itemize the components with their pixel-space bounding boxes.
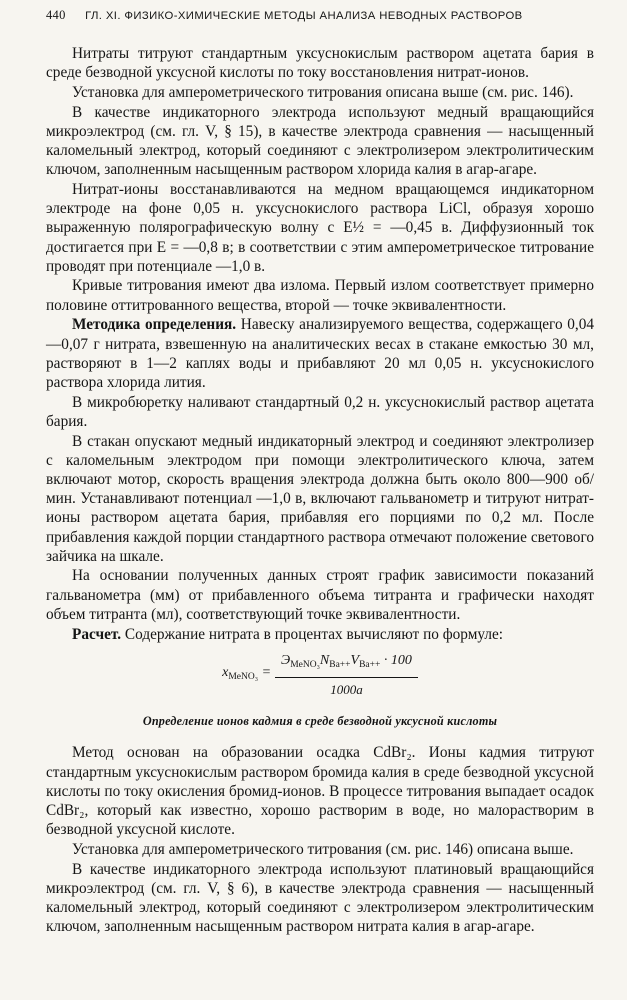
method-text: Навеску анализируемого вещества, содержащего 0,04—0,07 г нитрата, взвешенную на аналитических весах в стакане емкостью 30 мл, растворяют в 1—2 каплях воды и прибавляют 20 мл 0,05 н. уксуснокислого раствора хлорида лития. (46, 316, 594, 391)
paragraph: Нитраты титруют стандартным уксуснокислым раствором ацетата бария в среде безводной уксусной кислоты по току восстановления нитрат-ионов. (46, 45, 594, 82)
num-n: N (319, 652, 330, 668)
calc-paragraph (46, 625, 594, 644)
num-v-sub: Ba++ (359, 659, 381, 670)
formula-equals: = (261, 664, 272, 680)
body-text (46, 44, 594, 936)
num-e: Э (281, 652, 291, 668)
paragraph: В качестве индикаторного электрода используют медный вращающийся микроэлектрод (см. гл. V, § 15), в качестве электрода сравнения — насыщенный каломельный электрод, который соединяют с электролизером электролитическим ключом, заполненным насыщенным раствором хлорида калия в агар-агаре. (46, 103, 594, 179)
paragraph: Кривые титрования имеют два излома. Первый излом соответствует примерно половине оттитрованного вещества, второй — точке эквивалентности. (46, 277, 594, 314)
paragraph: Установка для амперометрического титрования (см. рис. 146) описана выше. (72, 840, 574, 858)
paragraph: В стакан опускают медный индикаторный электрод и соединяют электролизер с каломельным электродом при помощи электролитического ключа, затем включают мотор, скорость вращения электрода должна быть около 800—900 об/мин. Устанавливают потенциал —1,0 в, включают гальванометр и титруют нитрат-ионы раствором ацетата бария, прибавляя его порциями по 0,2 мл. После прибавления каждой порции стандартного раствора отмечают положение светового зайчика на шкале. (46, 432, 594, 565)
paragraph: На основании полученных данных строят график зависимости показаний гальванометра (мм) от прибавленного объема титранта и графически находят объем титранта (мл), соответствующий точке эквивалентности. (46, 567, 594, 623)
num-v: V (350, 652, 360, 668)
paragraph: Метод основан на образовании осадка CdBr₂. Ионы кадмия титруют стандартным уксуснокислым раствором бромида калия в среде безводной уксусной кислоты по току окисления бромид-ионов. В процессе титрования выпадает осадок CdBr₂, который как известно, хорошо растворим в воде, но малорастворим в безводной уксусной кислоте. (46, 744, 594, 839)
section-title: Определение ионов кадмия в среде безводной уксусной кислоты (142, 714, 498, 729)
method-label: Методика определения. (72, 316, 237, 334)
method-paragraph (46, 315, 594, 392)
calc-text: Содержание нитрата в процентах вычисляют по формуле: (124, 625, 504, 643)
formula-denominator: 1000a (330, 682, 363, 697)
paragraph: Установка для амперометрического титрования описана выше (см. рис. 146). (72, 83, 574, 101)
formula-numerator (275, 651, 418, 678)
formula-x: x (222, 664, 229, 680)
formula-fraction (275, 651, 418, 699)
num-tail: · 100 (383, 652, 412, 668)
calc-label: Расчет. (72, 625, 122, 643)
paragraph: В качестве индикаторного электрода используют платиновый вращающийся микроэлектрод (см. гл. V, § 6), в качестве электрода сравнения — насыщенный каломельный электрод, который соединяют с электролизером электролитическим ключом, заполненным насыщенным раствором нитрата калия в агар-агаре. (46, 860, 594, 936)
formula-lhs (222, 663, 271, 687)
num-n-sub: Ba++ (329, 659, 351, 670)
formula-x-sub: MeNO₃ (228, 671, 259, 682)
running-header (46, 8, 594, 23)
page-number: 440 (46, 8, 66, 22)
num-e-sub: MeNO₃ (290, 659, 320, 670)
nitrate-formula (46, 651, 594, 699)
running-title: ГЛ. XI. ФИЗИКО-ХИМИЧЕСКИЕ МЕТОДЫ АНАЛИЗА НЕВОДНЫХ РАСТВОРОВ (85, 10, 523, 22)
paragraph: Нитрат-ионы восстанавливаются на медном вращающемся индикаторном электроде на фоне 0,05 н. уксуснокислого раствора LiCl, образуя хорошо выраженную полярографическую волну с E½ = —0,45 в. Диффузионный ток достигается при E = —0,8 в; в соответствии с этим амперометрическое титрование проводят при потенциале —1,0 в. (46, 180, 594, 275)
paragraph: В микробюретку наливают стандартный 0,2 н. уксуснокислый раствор ацетата бария. (46, 393, 594, 430)
